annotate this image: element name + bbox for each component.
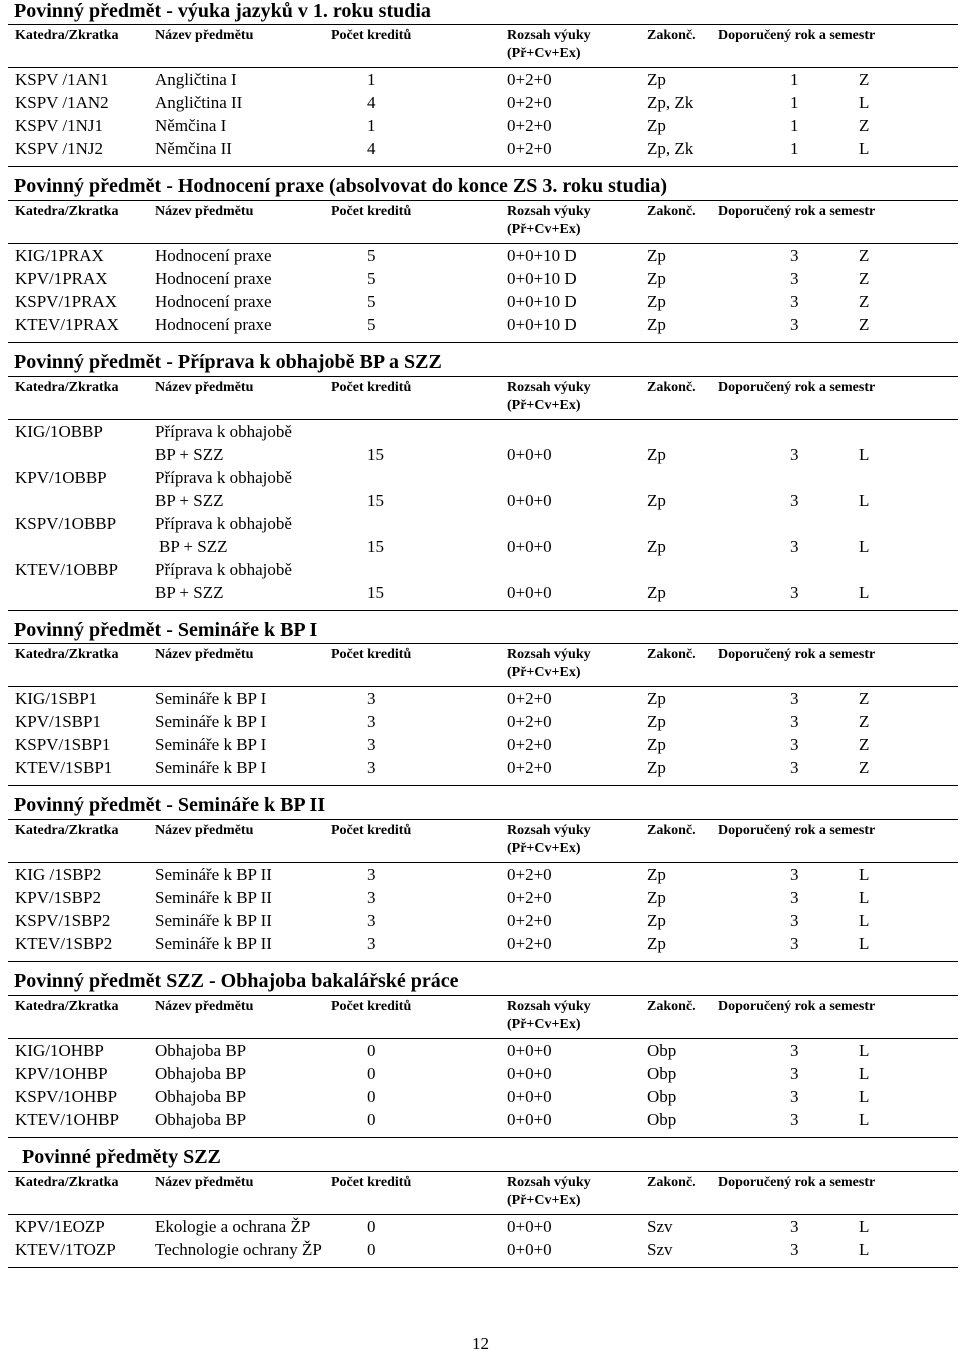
table-body xyxy=(8,863,958,961)
course-semester: Z xyxy=(859,758,870,777)
course-range: 0+0+0 xyxy=(507,1240,552,1259)
course-exam: Obp xyxy=(647,1041,677,1060)
course-semester: L xyxy=(859,1064,870,1083)
course-semester: L xyxy=(859,911,870,930)
header-katedra: Katedra/Zkratka xyxy=(15,380,119,395)
header-kredity: Počet kreditů xyxy=(331,28,412,43)
course-name: Hodnocení praxe xyxy=(155,315,272,334)
course-year: 3 xyxy=(790,888,799,907)
course-name: Obhajoba BP xyxy=(155,1087,247,1106)
course-semester: L xyxy=(859,1240,870,1259)
course-exam: Zp xyxy=(647,689,666,708)
section-title: Povinné předměty SZZ xyxy=(22,1146,221,1168)
table-row xyxy=(8,466,958,512)
course-semester: Z xyxy=(859,292,870,311)
course-name: Angličtina II xyxy=(155,93,243,112)
course-code: KSPV /1NJ2 xyxy=(15,139,104,158)
course-name: Technologie ochrany ŽP xyxy=(155,1240,322,1259)
course-exam: Szv xyxy=(647,1217,673,1236)
course-code: KTEV/1SBP1 xyxy=(15,758,113,777)
header-nazev: Název předmětu xyxy=(155,647,254,662)
course-name: Hodnocení praxe xyxy=(155,269,272,288)
course-credits: 1 xyxy=(367,116,376,135)
course-table xyxy=(8,819,958,962)
course-exam: Zp xyxy=(647,865,666,884)
course-name: Angličtina I xyxy=(155,70,237,89)
course-year: 1 xyxy=(790,139,799,158)
course-name: Obhajoba BP xyxy=(155,1041,247,1060)
course-code: KPV/1SBP1 xyxy=(15,712,101,731)
course-exam: Zp xyxy=(647,583,666,602)
course-code: KPV/1EOZP xyxy=(15,1217,105,1236)
header-kredity: Počet kreditů xyxy=(331,647,412,662)
header-zakonceni: Zakonč. xyxy=(647,380,696,395)
header-rozsah: Rozsah výuky xyxy=(507,1175,591,1190)
course-credits: 3 xyxy=(367,934,376,953)
header-zakonceni: Zakonč. xyxy=(647,28,696,43)
course-credits: 3 xyxy=(367,689,376,708)
header-rozsah: Rozsah výuky xyxy=(507,204,591,219)
course-year: 1 xyxy=(790,93,799,112)
course-code: KSPV/1OHBP xyxy=(15,1087,118,1106)
course-code: KIG/1SBP1 xyxy=(15,689,98,708)
table-row xyxy=(8,1039,958,1062)
header-katedra: Katedra/Zkratka xyxy=(15,1175,119,1190)
course-name: Semináře k BP I xyxy=(155,712,267,731)
course-exam: Zp xyxy=(647,445,666,464)
table-header-row xyxy=(8,201,958,244)
header-rozsah-detail: (Př+Cv+Ex) xyxy=(507,46,581,61)
course-semester: L xyxy=(859,934,870,953)
table-row xyxy=(8,420,958,466)
table-header-row xyxy=(8,377,958,420)
header-nazev: Název předmětu xyxy=(155,823,254,838)
course-semester: Z xyxy=(859,689,870,708)
course-year: 3 xyxy=(790,269,799,288)
course-code: KTEV/1OBBP xyxy=(15,560,118,579)
header-kredity: Počet kreditů xyxy=(331,1175,412,1190)
course-year: 3 xyxy=(790,735,799,754)
course-name: Příprava k obhajobě xyxy=(155,560,292,579)
header-katedra: Katedra/Zkratka xyxy=(15,999,119,1014)
course-range: 0+0+0 xyxy=(507,1087,552,1106)
course-code: KPV/1PRAX xyxy=(15,269,108,288)
course-exam: Zp xyxy=(647,712,666,731)
course-range: 0+0+0 xyxy=(507,1217,552,1236)
course-year: 3 xyxy=(790,1110,799,1129)
course-semester: L xyxy=(859,583,870,602)
course-year: 3 xyxy=(790,758,799,777)
course-year: 3 xyxy=(790,712,799,731)
course-range: 0+2+0 xyxy=(507,689,552,708)
course-credits: 0 xyxy=(367,1041,376,1060)
table-header-row xyxy=(8,644,958,687)
course-credits: 5 xyxy=(367,269,376,288)
header-kredity: Počet kreditů xyxy=(331,380,412,395)
course-code: KPV/1SBP2 xyxy=(15,888,101,907)
course-year: 3 xyxy=(790,1087,799,1106)
course-year: 3 xyxy=(790,865,799,884)
course-semester: L xyxy=(859,139,870,158)
course-range: 0+0+10 D xyxy=(507,315,577,334)
course-name-line2: BP + SZZ xyxy=(155,445,224,464)
course-code: KTEV/1TOZP xyxy=(15,1240,116,1259)
table-row xyxy=(8,756,958,779)
header-rozsah: Rozsah výuky xyxy=(507,647,591,662)
course-name: Semináře k BP II xyxy=(155,888,272,907)
table-row xyxy=(8,909,958,932)
header-doporuceny: Doporučený rok a semestr xyxy=(718,28,876,43)
table-row xyxy=(8,114,958,137)
course-code: KSPV /1AN2 xyxy=(15,93,109,112)
header-doporuceny: Doporučený rok a semestr xyxy=(718,1175,876,1190)
table-body xyxy=(8,1039,958,1137)
course-credits: 5 xyxy=(367,315,376,334)
course-code: KTEV/1PRAX xyxy=(15,315,119,334)
header-katedra: Katedra/Zkratka xyxy=(15,647,119,662)
course-name: Hodnocení praxe xyxy=(155,292,272,311)
header-katedra: Katedra/Zkratka xyxy=(15,204,119,219)
course-year: 3 xyxy=(790,911,799,930)
header-rozsah: Rozsah výuky xyxy=(507,823,591,838)
table-body xyxy=(8,68,958,166)
header-rozsah: Rozsah výuky xyxy=(507,28,591,43)
course-range: 0+0+10 D xyxy=(507,269,577,288)
course-year: 1 xyxy=(790,70,799,89)
course-exam: Zp xyxy=(647,934,666,953)
table-row xyxy=(8,1085,958,1108)
course-code: KIG/1OHBP xyxy=(15,1041,104,1060)
course-name: Příprava k obhajobě xyxy=(155,468,292,487)
table-row xyxy=(8,558,958,604)
course-range: 0+2+0 xyxy=(507,865,552,884)
course-credits: 1 xyxy=(367,70,376,89)
course-exam: Zp, Zk xyxy=(647,139,694,158)
course-name: Němčina II xyxy=(155,139,232,158)
course-code: KIG /1SBP2 xyxy=(15,865,102,884)
course-semester: Z xyxy=(859,315,870,334)
section-title: Povinný předmět - výuka jazyků v 1. roku studia xyxy=(14,0,431,22)
course-credits: 15 xyxy=(367,445,384,464)
course-name-line2: BP + SZZ xyxy=(159,537,228,556)
course-credits: 3 xyxy=(367,712,376,731)
course-table xyxy=(8,24,958,167)
header-nazev: Název předmětu xyxy=(155,204,254,219)
course-range: 0+2+0 xyxy=(507,139,552,158)
course-exam: Obp xyxy=(647,1110,677,1129)
course-year: 3 xyxy=(790,445,799,464)
course-year: 3 xyxy=(790,1064,799,1083)
page-number: 12 xyxy=(472,1334,489,1353)
course-credits: 0 xyxy=(367,1110,376,1129)
course-range: 0+0+0 xyxy=(507,1041,552,1060)
table-body xyxy=(8,420,958,610)
course-exam: Szv xyxy=(647,1240,673,1259)
table-row xyxy=(8,267,958,290)
course-range: 0+0+10 D xyxy=(507,246,577,265)
header-rozsah-detail: (Př+Cv+Ex) xyxy=(507,1193,581,1208)
table-row xyxy=(8,886,958,909)
table-row xyxy=(8,68,958,91)
course-exam: Zp xyxy=(647,70,666,89)
header-rozsah: Rozsah výuky xyxy=(507,999,591,1014)
course-semester: L xyxy=(859,888,870,907)
course-exam: Zp xyxy=(647,246,666,265)
course-name: Semináře k BP I xyxy=(155,735,267,754)
course-exam: Zp xyxy=(647,911,666,930)
course-range: 0+2+0 xyxy=(507,934,552,953)
header-doporuceny: Doporučený rok a semestr xyxy=(718,999,876,1014)
course-year: 3 xyxy=(790,689,799,708)
course-credits: 3 xyxy=(367,911,376,930)
table-header-row xyxy=(8,1172,958,1215)
course-exam: Zp xyxy=(647,315,666,334)
course-range: 0+2+0 xyxy=(507,712,552,731)
course-code: KTEV/1SBP2 xyxy=(15,934,113,953)
course-semester: Z xyxy=(859,246,870,265)
course-table xyxy=(8,643,958,786)
course-name: Semináře k BP II xyxy=(155,934,272,953)
header-kredity: Počet kreditů xyxy=(331,204,412,219)
course-range: 0+0+0 xyxy=(507,491,552,510)
course-code: KSPV/1PRAX xyxy=(15,292,118,311)
table-header-row xyxy=(8,820,958,863)
header-doporuceny: Doporučený rok a semestr xyxy=(718,380,876,395)
table-row xyxy=(8,1238,958,1261)
course-year: 3 xyxy=(790,583,799,602)
section-title: Povinný předmět - Semináře k BP II xyxy=(14,794,326,816)
course-name: Semináře k BP I xyxy=(155,758,267,777)
header-rozsah: Rozsah výuky xyxy=(507,380,591,395)
header-kredity: Počet kreditů xyxy=(331,823,412,838)
course-semester: Z xyxy=(859,269,870,288)
header-zakonceni: Zakonč. xyxy=(647,999,696,1014)
course-exam: Zp xyxy=(647,888,666,907)
header-doporuceny: Doporučený rok a semestr xyxy=(718,647,876,662)
course-year: 3 xyxy=(790,491,799,510)
course-year: 3 xyxy=(790,537,799,556)
header-zakonceni: Zakonč. xyxy=(647,1175,696,1190)
course-semester: Z xyxy=(859,712,870,731)
course-name: Semináře k BP II xyxy=(155,865,272,884)
course-year: 3 xyxy=(790,1240,799,1259)
course-name: Semináře k BP II xyxy=(155,911,272,930)
course-semester: Z xyxy=(859,735,870,754)
course-code: KSPV /1NJ1 xyxy=(15,116,104,135)
course-exam: Zp xyxy=(647,269,666,288)
table-body xyxy=(8,687,958,785)
table-row xyxy=(8,687,958,710)
course-year: 1 xyxy=(790,116,799,135)
course-semester: Z xyxy=(859,116,870,135)
course-semester: Z xyxy=(859,70,870,89)
course-credits: 0 xyxy=(367,1064,376,1083)
course-year: 3 xyxy=(790,246,799,265)
course-exam: Zp, Zk xyxy=(647,93,694,112)
course-range: 0+0+0 xyxy=(507,1064,552,1083)
header-zakonceni: Zakonč. xyxy=(647,823,696,838)
table-row xyxy=(8,313,958,336)
course-range: 0+0+10 D xyxy=(507,292,577,311)
table-row xyxy=(8,512,958,558)
course-credits: 0 xyxy=(367,1240,376,1259)
header-zakonceni: Zakonč. xyxy=(647,647,696,662)
course-credits: 4 xyxy=(367,139,376,158)
course-name: Obhajoba BP xyxy=(155,1064,247,1083)
course-table xyxy=(8,995,958,1138)
course-code: KSPV/1SBP2 xyxy=(15,911,111,930)
table-row xyxy=(8,137,958,160)
course-range: 0+2+0 xyxy=(507,116,552,135)
course-credits: 0 xyxy=(367,1087,376,1106)
table-body xyxy=(8,1215,958,1267)
table-header-row xyxy=(8,25,958,68)
table-row xyxy=(8,244,958,267)
table-row xyxy=(8,1108,958,1131)
course-code: KSPV/1OBBP xyxy=(15,514,117,533)
table-row xyxy=(8,710,958,733)
course-exam: Zp xyxy=(647,537,666,556)
header-kredity: Počet kreditů xyxy=(331,999,412,1014)
course-table xyxy=(8,376,958,611)
table-row xyxy=(8,1215,958,1238)
course-range: 0+2+0 xyxy=(507,70,552,89)
course-semester: L xyxy=(859,1087,870,1106)
header-nazev: Název předmětu xyxy=(155,28,254,43)
section-title: Povinný předmět SZZ - Obhajoba bakalářské práce xyxy=(14,970,459,992)
header-katedra: Katedra/Zkratka xyxy=(15,823,119,838)
course-year: 3 xyxy=(790,1041,799,1060)
table-row xyxy=(8,91,958,114)
table-header-row xyxy=(8,996,958,1039)
table-row xyxy=(8,863,958,886)
course-range: 0+2+0 xyxy=(507,888,552,907)
course-name: Příprava k obhajobě xyxy=(155,514,292,533)
table-row xyxy=(8,1062,958,1085)
course-range: 0+2+0 xyxy=(507,758,552,777)
header-doporuceny: Doporučený rok a semestr xyxy=(718,204,876,219)
course-range: 0+0+0 xyxy=(507,537,552,556)
course-semester: L xyxy=(859,1110,870,1129)
course-exam: Zp xyxy=(647,116,666,135)
header-rozsah-detail: (Př+Cv+Ex) xyxy=(507,222,581,237)
course-range: 0+2+0 xyxy=(507,735,552,754)
course-semester: L xyxy=(859,865,870,884)
course-year: 3 xyxy=(790,1217,799,1236)
course-table xyxy=(8,200,958,343)
course-range: 0+0+0 xyxy=(507,445,552,464)
course-credits: 15 xyxy=(367,491,384,510)
course-name: Příprava k obhajobě xyxy=(155,422,292,441)
course-code: KPV/1OHBP xyxy=(15,1064,108,1083)
course-name: Hodnocení praxe xyxy=(155,246,272,265)
course-credits: 3 xyxy=(367,758,376,777)
table-body xyxy=(8,244,958,342)
header-doporuceny: Doporučený rok a semestr xyxy=(718,823,876,838)
course-exam: Zp xyxy=(647,491,666,510)
course-credits: 5 xyxy=(367,292,376,311)
course-exam: Obp xyxy=(647,1087,677,1106)
course-credits: 4 xyxy=(367,93,376,112)
course-credits: 0 xyxy=(367,1217,376,1236)
course-exam: Obp xyxy=(647,1064,677,1083)
course-code: KSPV /1AN1 xyxy=(15,70,109,89)
table-row xyxy=(8,290,958,313)
course-code: KSPV/1SBP1 xyxy=(15,735,111,754)
header-nazev: Název předmětu xyxy=(155,1175,254,1190)
course-semester: L xyxy=(859,491,870,510)
header-katedra: Katedra/Zkratka xyxy=(15,28,119,43)
course-credits: 15 xyxy=(367,583,384,602)
course-credits: 5 xyxy=(367,246,376,265)
header-rozsah-detail: (Př+Cv+Ex) xyxy=(507,841,581,856)
course-exam: Zp xyxy=(647,735,666,754)
course-credits: 15 xyxy=(367,537,384,556)
course-code: KIG/1PRAX xyxy=(15,246,104,265)
course-credits: 3 xyxy=(367,865,376,884)
course-year: 3 xyxy=(790,292,799,311)
course-year: 3 xyxy=(790,315,799,334)
course-range: 0+0+0 xyxy=(507,1110,552,1129)
section-title: Povinný předmět - Semináře k BP I xyxy=(14,619,318,641)
header-zakonceni: Zakonč. xyxy=(647,204,696,219)
course-range: 0+2+0 xyxy=(507,911,552,930)
course-semester: L xyxy=(859,537,870,556)
course-semester: L xyxy=(859,1041,870,1060)
course-exam: Zp xyxy=(647,292,666,311)
course-semester: L xyxy=(859,1217,870,1236)
course-table xyxy=(8,1171,958,1268)
header-rozsah-detail: (Př+Cv+Ex) xyxy=(507,1017,581,1032)
course-semester: L xyxy=(859,445,870,464)
course-code: KPV/1OBBP xyxy=(15,468,107,487)
header-rozsah-detail: (Př+Cv+Ex) xyxy=(507,398,581,413)
section-title: Povinný předmět - Příprava k obhajobě BP a SZZ xyxy=(14,351,442,373)
course-name: Ekologie a ochrana ŽP xyxy=(155,1217,311,1236)
table-row xyxy=(8,733,958,756)
course-exam: Zp xyxy=(647,758,666,777)
table-row xyxy=(8,932,958,955)
course-semester: L xyxy=(859,93,870,112)
course-name: Semináře k BP I xyxy=(155,689,267,708)
course-range: 0+2+0 xyxy=(507,93,552,112)
course-code: KTEV/1OHBP xyxy=(15,1110,119,1129)
header-nazev: Název předmětu xyxy=(155,999,254,1014)
header-nazev: Název předmětu xyxy=(155,380,254,395)
course-credits: 3 xyxy=(367,735,376,754)
course-name: Němčina I xyxy=(155,116,227,135)
course-name: Obhajoba BP xyxy=(155,1110,247,1129)
section-title: Povinný předmět - Hodnocení praxe (absolvovat do konce ZS 3. roku studia) xyxy=(14,175,668,197)
course-name-line2: BP + SZZ xyxy=(155,491,224,510)
course-name-line2: BP + SZZ xyxy=(155,583,224,602)
course-code: KIG/1OBBP xyxy=(15,422,103,441)
header-rozsah-detail: (Př+Cv+Ex) xyxy=(507,665,581,680)
course-range: 0+0+0 xyxy=(507,583,552,602)
course-credits: 3 xyxy=(367,888,376,907)
course-year: 3 xyxy=(790,934,799,953)
